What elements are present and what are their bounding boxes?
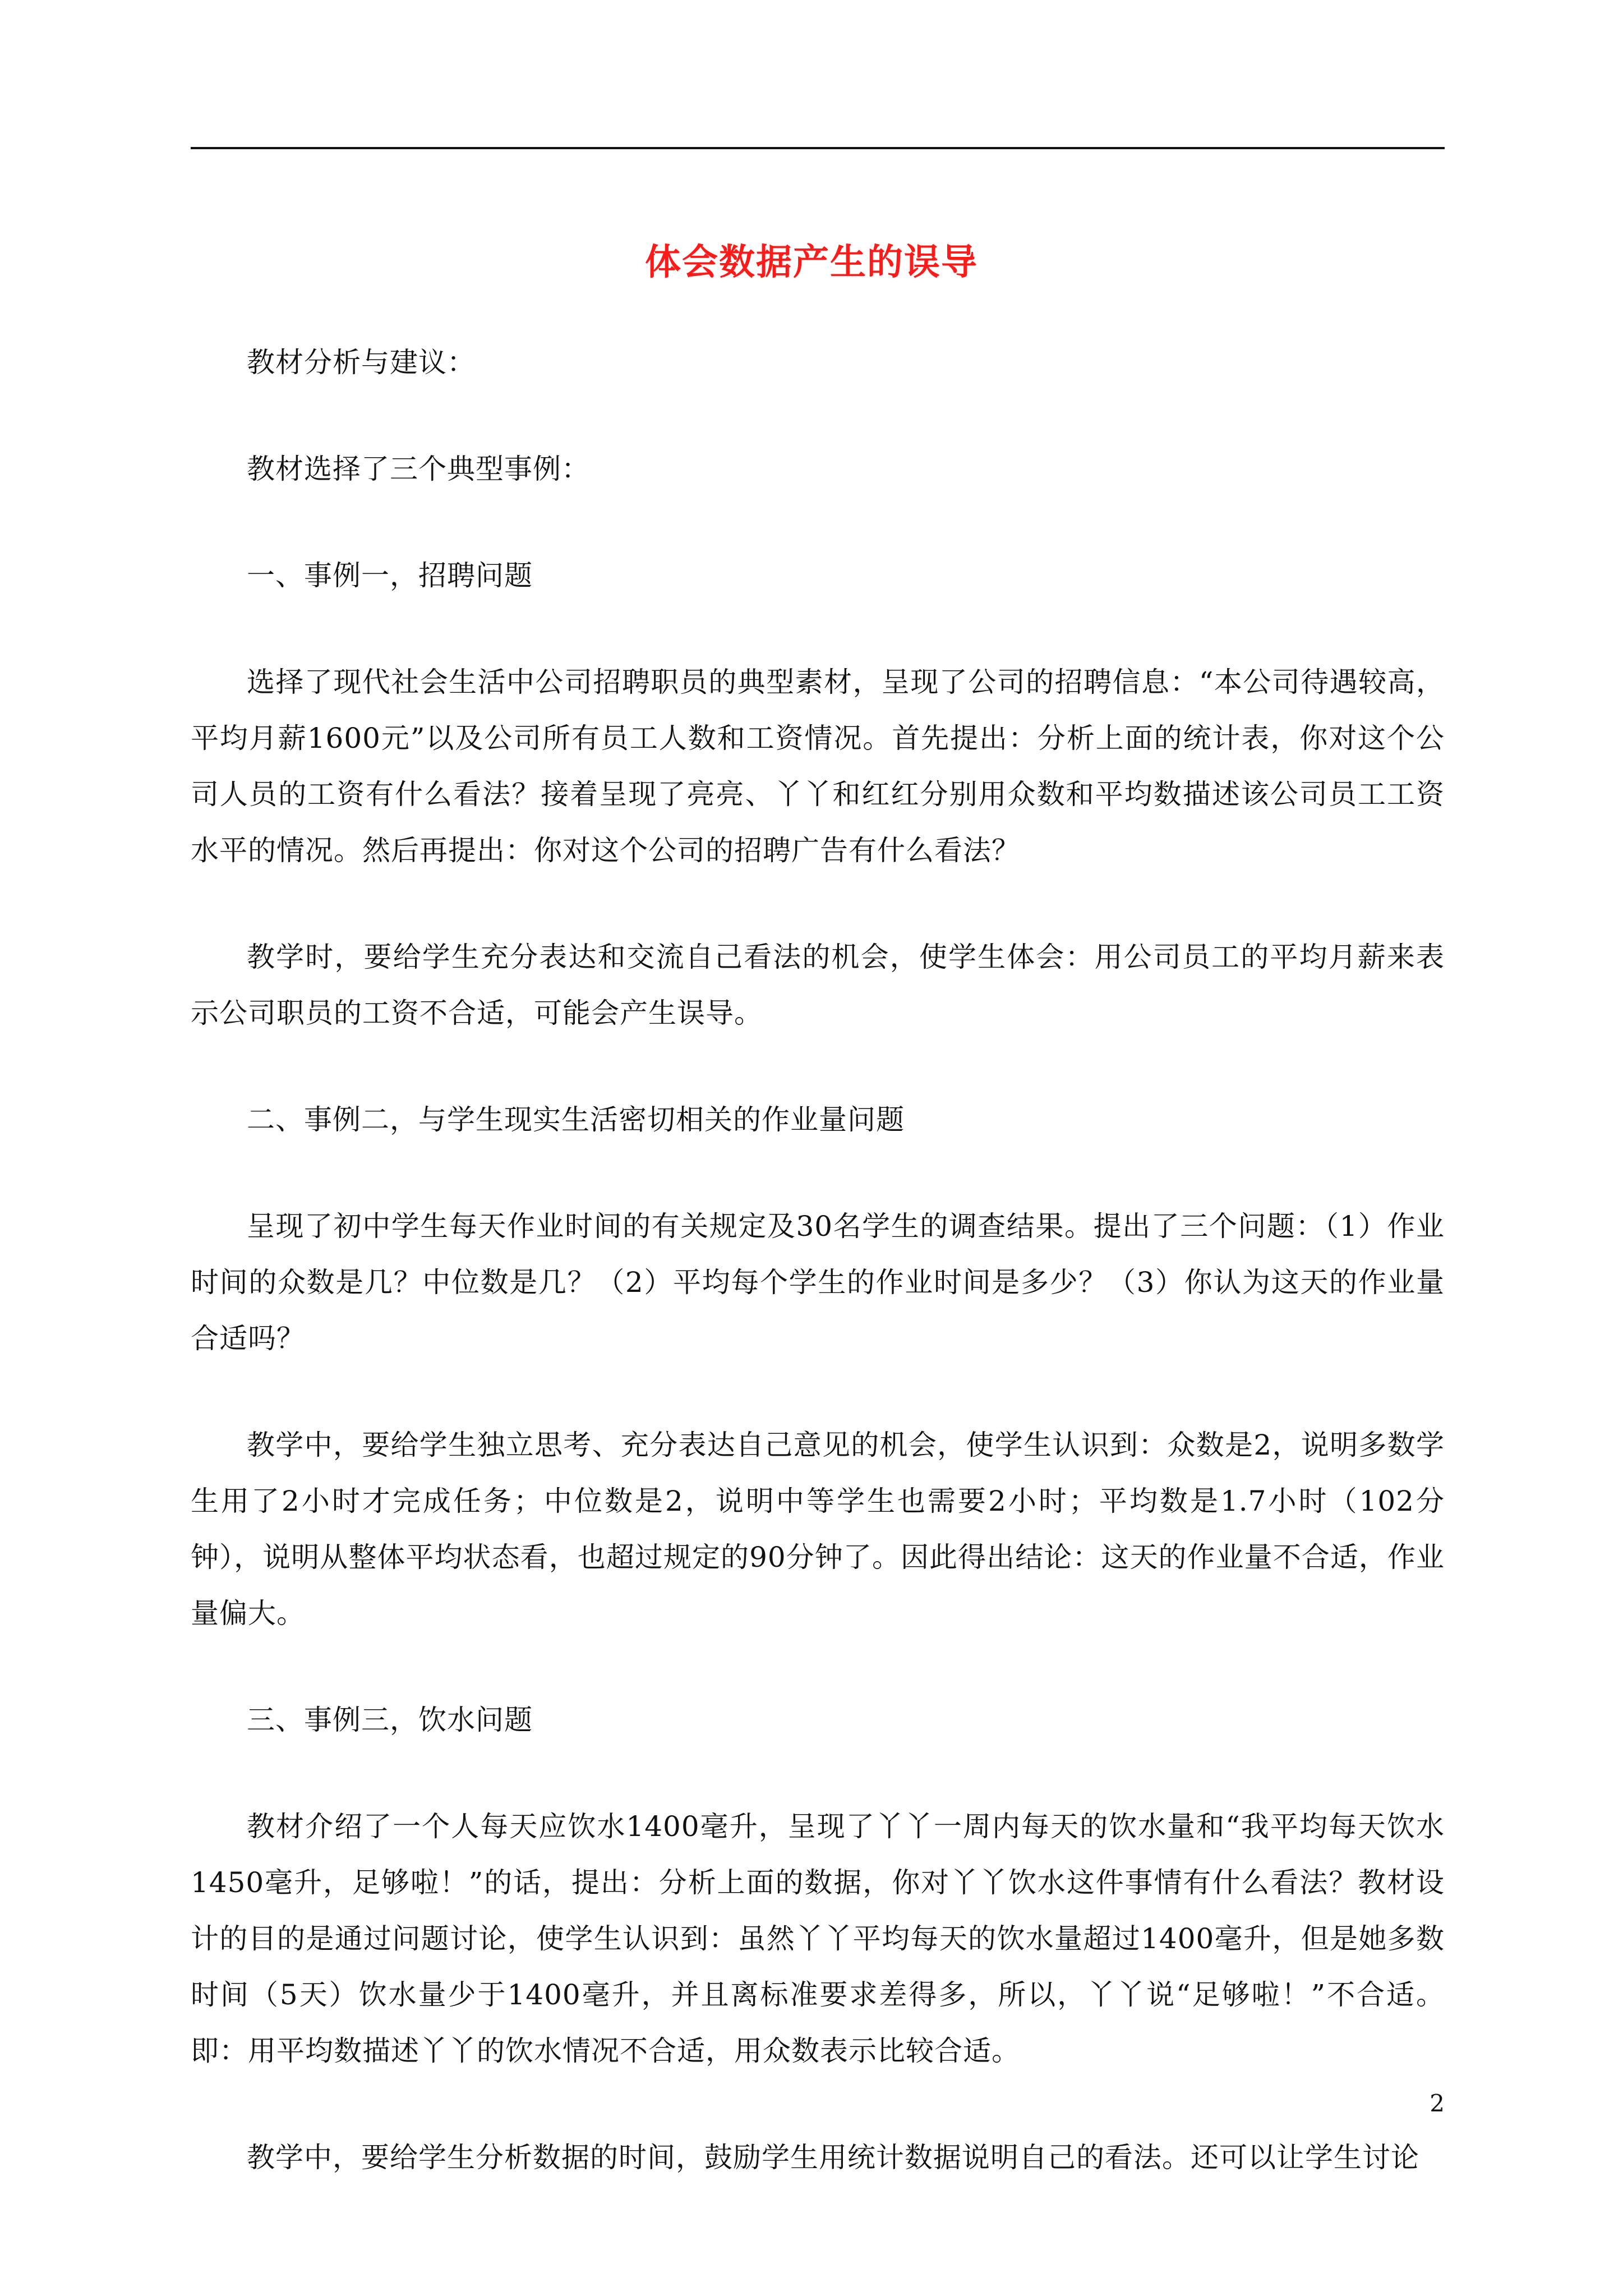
case-two-description: 呈现了初中学生每天作业时间的有关规定及30名学生的调查结果。提出了三个问题：（1）作业时间的众数是几？中位数是几？（2）平均每个学生的作业时间是多少？（3）你认为这天的作业量合适吗？ — [191, 1210, 1445, 1355]
case-one-teaching-note: 教学时，要给学生充分表达和交流自己看法的机会，使学生体会：用公司员工的平均月薪来表示公司职员的工资不合适，可能会产生误导。 — [191, 941, 1445, 1029]
case-three-description: 教材介绍了一个人每天应饮水1400毫升，呈现了丫丫一周内每天的饮水量和“我平均每天饮水1450毫升，足够啦！”的话，提出：分析上面的数据，你对丫丫饮水这件事情有什么看法？教材设计的目的是通过问题讨论，使学生认识到：虽然丫丫平均每天的饮水量超过1400毫升，但是她多数时间（5天）饮水量少于1400毫升，并且离标准要求差得多，所以，丫丫说“足够啦！”不合适。即：用平均数描述丫丫的饮水情况不合适，用众数表示比较合适。 — [191, 1810, 1445, 2067]
document-title: 体会数据产生的误导 — [645, 241, 978, 283]
case-three-heading: 三、事例三，饮水问题 — [247, 1704, 533, 1736]
section-heading-analysis: 教材分析与建议： — [247, 346, 476, 379]
case-three-teaching-note: 教学中，要给学生分析数据的时间，鼓励学生用统计数据说明自己的看法。还可以让学生讨论 — [247, 2141, 1419, 2174]
intro-paragraph: 教材选择了三个典型事例： — [247, 453, 590, 485]
case-two-heading: 二、事例二，与学生现实生活密切相关的作业量问题 — [247, 1103, 905, 1136]
document-body — [191, 334, 1445, 2236]
case-one-heading: 一、事例一，招聘问题 — [247, 559, 533, 592]
header-rule — [191, 147, 1445, 149]
case-one-description: 选择了现代社会生活中公司招聘职员的典型素材，呈现了公司的招聘信息：“本公司待遇较高，平均月薪1600元”以及公司所有员工人数和工资情况。首先提出：分析上面的统计表，你对这个公司人员的工资有什么看法？接着呈现了亮亮、丫丫和红红分别用众数和平均数描述该公司员工工资水平的情况。然后再提出：你对这个公司的招聘广告有什么看法？ — [191, 666, 1445, 867]
case-two-teaching-note: 教学中，要给学生独立思考、充分表达自己意见的机会，使学生认识到：众数是2，说明多数学生用了2小时才完成任务；中位数是2，说明中等学生也需要2小时；平均数是1.7小时（102分钟），说明从整体平均状态看，也超过规定的90分钟了。因此得出结论：这天的作业量不合适，作业量偏大。 — [191, 1429, 1445, 1630]
page-number: 2 — [1430, 2090, 1445, 2117]
